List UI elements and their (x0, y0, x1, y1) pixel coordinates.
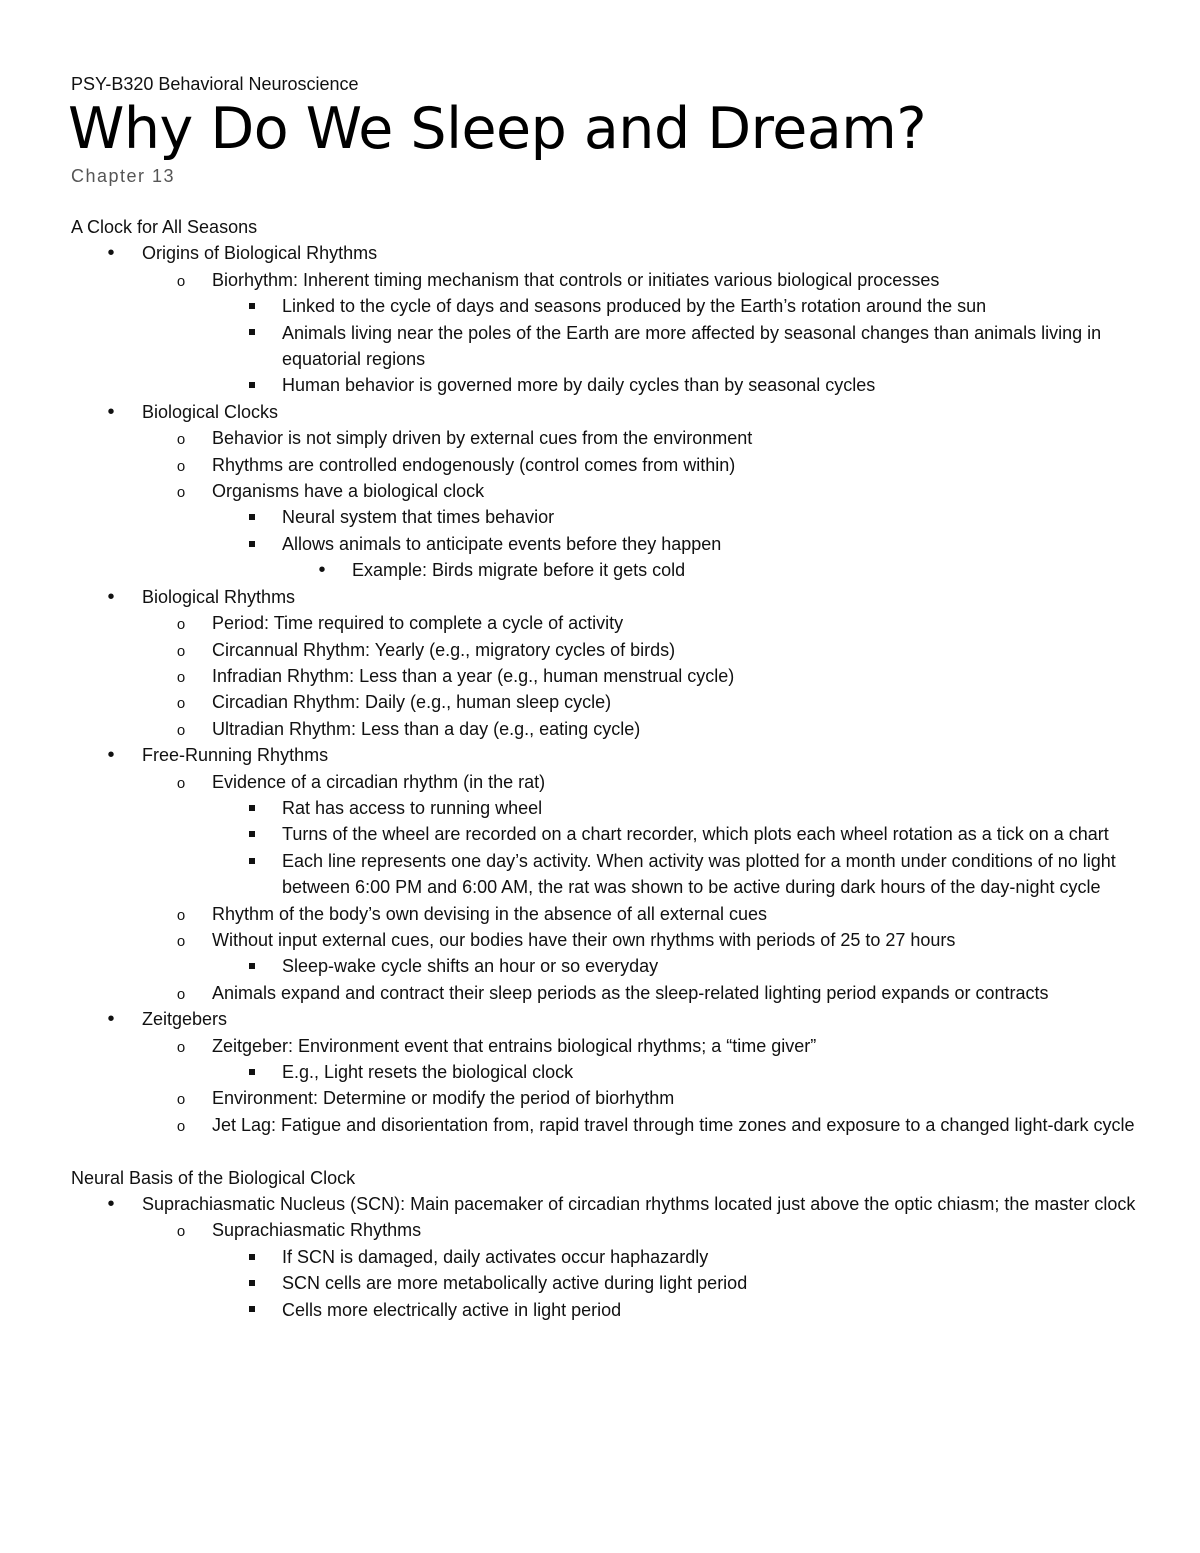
outline-item-text: Neural system that times behavior (282, 507, 555, 528)
bullet-square-icon (242, 1297, 262, 1323)
bullet-circle-icon (171, 478, 191, 506)
bullet-square-icon (242, 821, 262, 847)
outline-item-level-3 (71, 293, 1141, 319)
outline-item-level-2 (71, 425, 1141, 451)
outline-item-text: Sleep-wake cycle shifts an hour or so everyday (282, 956, 659, 977)
outline-item-level-1 (71, 742, 1141, 768)
outline-item-text: Biological Clocks (142, 401, 279, 422)
bullet-circle-icon (171, 901, 191, 929)
outline-item-level-3 (71, 504, 1141, 530)
bullet-square-icon (242, 504, 262, 530)
bullet-square-icon (242, 953, 262, 979)
bullet-circle-icon (171, 1112, 191, 1140)
bullet-circle-icon (171, 769, 191, 797)
outline-item-level-2 (71, 663, 1141, 689)
outline-item-text: Jet Lag: Fatigue and disorientation from, rapid travel through time zones and exposure to a changed light-dark cycle (212, 1114, 1135, 1135)
bullet-square-icon (242, 848, 262, 874)
outline-item-level-3 (71, 1244, 1141, 1270)
outline-item-text: Turns of the wheel are recorded on a chart recorder, which plots each wheel rotation as a tick on a chart (282, 824, 1109, 845)
outline-list (71, 1191, 1141, 1323)
bullet-disc-icon (312, 557, 332, 583)
outline-item-text: Environment: Determine or modify the period of biorhythm (212, 1088, 675, 1109)
outline-item-level-1 (71, 1006, 1141, 1032)
outline-item-text: Human behavior is governed more by daily cycles than by seasonal cycles (282, 375, 876, 396)
bullet-disc-icon (101, 742, 121, 768)
bullet-square-icon (242, 293, 262, 319)
outline-item-level-2 (71, 637, 1141, 663)
outline-item-text: Evidence of a circadian rhythm (in the rat) (212, 771, 546, 792)
outline-item-level-2 (71, 1033, 1141, 1059)
bullet-disc-icon (101, 1006, 121, 1032)
outline-item-level-1 (71, 1191, 1141, 1217)
outline-item-text: SCN cells are more metabolically active during light period (282, 1273, 748, 1294)
outline-item-text: Rat has access to running wheel (282, 797, 543, 818)
outline-item-text: Free-Running Rhythms (142, 745, 329, 766)
bullet-circle-icon (171, 1033, 191, 1061)
outline-item-text: Ultradian Rhythm: Less than a day (e.g., eating cycle) (212, 718, 641, 739)
outline-item-level-3 (71, 821, 1141, 847)
outline-item-level-3 (71, 953, 1141, 979)
bullet-circle-icon (171, 716, 191, 744)
outline-item-text: Circannual Rhythm: Yearly (e.g., migratory cycles of birds) (212, 639, 676, 660)
outline-item-text: If SCN is damaged, daily activates occur haphazardly (282, 1246, 709, 1267)
section-heading: Neural Basis of the Biological Clock (71, 1167, 356, 1188)
bullet-circle-icon (171, 425, 191, 453)
bullet-square-icon (242, 372, 262, 398)
outline-item-level-2 (71, 478, 1141, 504)
section-spacer (71, 1138, 1141, 1164)
outline-list (71, 240, 1141, 1138)
outline-item-text: Biological Rhythms (142, 586, 296, 607)
outline-item-text: Without input external cues, our bodies have their own rhythms with periods of 25 to 27 hours (212, 929, 956, 950)
bullet-circle-icon (171, 663, 191, 691)
outline-item-text: Circadian Rhythm: Daily (e.g., human sleep cycle) (212, 692, 612, 713)
outline-item-level-3 (71, 1297, 1141, 1323)
outline-item-text: Cells more electrically active in light period (282, 1299, 622, 1320)
bullet-square-icon (242, 320, 262, 346)
outline-item-text: Rhythm of the body’s own devising in the absence of all external cues (212, 903, 767, 924)
outline-item-text: Rhythms are controlled endogenously (control comes from within) (212, 454, 736, 475)
outline-item-text: Zeitgebers (142, 1009, 228, 1030)
outline-item-text: Suprachiasmatic Nucleus (SCN): Main pacemaker of circadian rhythms located just above the optic chiasm; the master clock (142, 1194, 1136, 1215)
outline-item-text: E.g., Light resets the biological clock (282, 1062, 574, 1082)
bullet-disc-icon (101, 240, 121, 266)
outline-item-text: Infradian Rhythm: Less than a year (e.g., human menstrual cycle) (212, 665, 735, 686)
bullet-square-icon (242, 1059, 262, 1085)
bullet-disc-icon (101, 399, 121, 425)
outline-item-level-2 (71, 1217, 1141, 1243)
chapter-subtitle: Chapter 13 (71, 166, 176, 186)
outline-item-text: Linked to the cycle of days and seasons produced by the Earth’s rotation around the sun (282, 296, 987, 317)
section-heading: A Clock for All Seasons (71, 217, 258, 237)
outline-item-level-2 (71, 980, 1141, 1006)
outline-item-level-3 (71, 372, 1141, 398)
page-title: Why Do We Sleep and Dream? (68, 96, 927, 162)
outline-item-level-2 (71, 1112, 1141, 1138)
outline-item-text: Origins of Biological Rhythms (142, 243, 378, 264)
outline-item-text: Behavior is not simply driven by external cues from the environment (212, 428, 753, 449)
bullet-circle-icon (171, 927, 191, 955)
bullet-disc-icon (101, 1191, 121, 1217)
outline-item-level-2 (71, 610, 1141, 636)
outline-item-text: Organisms have a biological clock (212, 481, 485, 502)
outline-item-text: Example: Birds migrate before it gets cold (352, 560, 686, 581)
bullet-disc-icon (101, 584, 121, 610)
bullet-circle-icon (171, 610, 191, 638)
outline-item-level-3 (71, 848, 1141, 901)
outline-item-level-2 (71, 267, 1141, 293)
outline-item-text: Animals living near the poles of the Earth are more affected by seasonal changes than animals living in equatorial regions (282, 322, 1102, 370)
outline-item-text: Animals expand and contract their sleep periods as the sleep-related lighting period expands or contracts (212, 982, 1049, 1003)
outline-item-level-2 (71, 716, 1141, 742)
outline-item-text: Biorhythm: Inherent timing mechanism that controls or initiates various biological processes (212, 269, 940, 290)
outline-item-level-3 (71, 795, 1141, 821)
outline-item-text: Period: Time required to complete a cycle of activity (212, 613, 624, 634)
bullet-circle-icon (171, 637, 191, 665)
bullet-circle-icon (171, 452, 191, 480)
bullet-circle-icon (171, 980, 191, 1008)
bullet-square-icon (242, 795, 262, 821)
bullet-square-icon (242, 531, 262, 557)
notes-body (71, 214, 1141, 1323)
outline-item-level-2 (71, 901, 1141, 927)
outline-item-level-4 (71, 557, 1141, 583)
course-name: PSY-B320 Behavioral Neuroscience (71, 74, 359, 94)
bullet-circle-icon (171, 1217, 191, 1245)
outline-item-level-2 (71, 927, 1141, 953)
bullet-square-icon (242, 1270, 262, 1296)
outline-item-level-2 (71, 769, 1141, 795)
outline-item-level-1 (71, 399, 1141, 425)
outline-item-level-1 (71, 240, 1141, 266)
outline-item-level-2 (71, 452, 1141, 478)
outline-item-text: Each line represents one day’s activity. When activity was plotted for a month under conditions of no light between 6:00 PM and 6:00 AM, the rat was shown to be active during dark hours of the day-night cycle (282, 850, 1116, 898)
bullet-circle-icon (171, 1085, 191, 1113)
bullet-circle-icon (171, 689, 191, 717)
bullet-square-icon (242, 1244, 262, 1270)
outline-item-level-2 (71, 689, 1141, 715)
bullet-circle-icon (171, 267, 191, 295)
outline-item-text: Zeitgeber: Environment event that entrains biological rhythms; a “time giver” (212, 1035, 817, 1056)
outline-item-level-3 (71, 531, 1141, 557)
outline-item-text: Suprachiasmatic Rhythms (212, 1220, 422, 1241)
outline-item-level-3 (71, 1270, 1141, 1296)
outline-item-level-2 (71, 1085, 1141, 1111)
outline-item-level-3 (71, 320, 1141, 373)
outline-item-text: Allows animals to anticipate events before they happen (282, 533, 722, 554)
outline-item-level-1 (71, 584, 1141, 610)
outline-item-level-3 (71, 1059, 1141, 1085)
